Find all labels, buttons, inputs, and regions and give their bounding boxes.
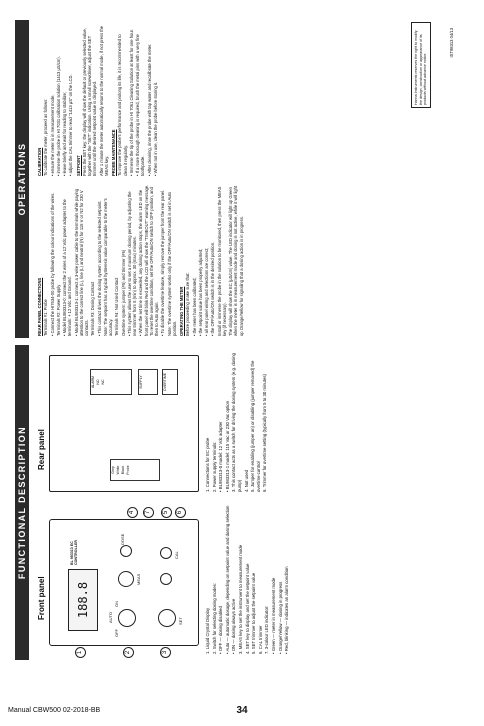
paragraph: • all rear panel wiring and selections are correct; — [204, 247, 209, 336]
paragraph: • This system allows the user to set a maximum dosing period, by adjusting the rear trimmer from 5 (min) to approx. 30 (max) minutes. — [126, 191, 137, 336]
operations-text-right — [35, 24, 159, 176]
rear-panel-list — [205, 350, 269, 492]
auto-label: AUTO — [108, 611, 113, 623]
rear-item: 6. Trimmer for overtime setting (typically from 5 to 30 minutes) — [262, 374, 268, 492]
paragraph: Before proceeding make sure that: — [185, 272, 191, 336]
terminal-grey: Grey — [111, 466, 115, 474]
paragraph: Terminals #3: Dosing Contact — [90, 281, 96, 336]
rear-item: • BL983313-1 model: 115 Vac or 230 Vac option — [224, 400, 230, 492]
rear-item: 3. This contact acts as a switch for driving the dosing system (e.g. dosing pump) — [231, 353, 242, 492]
rear-item: 5. Jumper for enabling (jumper on) or disabling (jumper removed) the overtime control — [250, 360, 261, 492]
front-item: 6. CAL trimmer — [257, 625, 263, 654]
paragraph: Note: The setpoint has a typical hysteresis value comparable to the meter's accuracy. — [102, 198, 113, 336]
front-item: • ON — dosing always active — [231, 598, 237, 654]
paragraph: Note: The overtime system works only if the OFF/Auto/ON switch is set in Auto position. — [166, 192, 177, 336]
rear-item: 4. Not used — [243, 470, 249, 492]
paragraph: • After cleaning, rinse the probe with tap water and recalibrate the meter. — [146, 43, 152, 176]
paragraph: Install or immerse the probe in the solution to be monitored, then press the MEAS key (if necessary). — [216, 186, 227, 336]
callout-3: 3 — [160, 647, 171, 658]
paragraph: The display will show the EC (µS/cm) value. The LED indicator will light up Green when the meter is in measurement mode and dosing is not active, while it will light up Orange/Yellow for signaling that a dosing action is in progress. — [228, 185, 244, 336]
paragraph: • Immerse the tip of the probe in HI 7061 Cleaning Solution at least for one hour. — [128, 29, 134, 176]
section-heading: REAR PANEL CONNECTIONS — [37, 277, 42, 336]
paragraph: • If a more thorough cleaning is required, brush the metal pins with a very fine toothpaste. — [135, 34, 146, 176]
terminal-white: White — [116, 465, 120, 475]
terminal-no: NO — [96, 379, 100, 385]
section-heading: OPERATING THE METER — [179, 286, 184, 336]
paragraph: • To disable the overtime feature, simply remove the jumper from the rear panel. — [160, 189, 166, 336]
rear-item: 1. Connections for EC probe — [205, 437, 210, 492]
front-item: • OFF — dosing disabled — [218, 606, 224, 654]
paragraph: • the OFF/Auto/ON switch is in the desired position. — [210, 241, 216, 336]
callout-2: 2 — [123, 647, 134, 658]
paragraph: Press the SET key: the display will show the default or previously selected value, together with the "SET" indication. Using a small screwdriver, adjust the SET trimmer until the desired setpoint value is displayed. — [81, 28, 98, 176]
paragraph: • ensure the meter is in measurement mode. — [49, 94, 55, 176]
led-indicator — [120, 545, 132, 557]
functional-description-column — [15, 345, 470, 660]
probe-terminal-block — [110, 459, 160, 481]
paragraph: To improve the probe's performance and prolong its life, it is recommended to clean it regularly. — [117, 34, 128, 176]
front-item: • Orange/Yellow — dosing in progress — [277, 581, 283, 654]
set-key[interactable] — [158, 609, 176, 627]
front-panel-label: Front panel — [37, 576, 46, 620]
callout-7: 7 — [143, 507, 154, 518]
front-item: 7. 3-colour LED indicator: — [264, 605, 270, 654]
rear-item: • BL983313-0 model: 12 Vdc adapter — [218, 421, 224, 492]
dosing-mode-switch[interactable] — [118, 609, 136, 627]
paragraph: • Connect the HI7634-00 probe by following the colour indications of the wires. — [49, 192, 55, 336]
meas-label: MEAS — [136, 573, 141, 585]
landscape-sheet — [15, 20, 470, 660]
meas-key[interactable] — [118, 571, 134, 587]
terminal-supply: SUPPLY — [139, 375, 143, 389]
paragraph: Terminals #1: Probe — [43, 299, 49, 336]
paragraph: • Model BL983313-0: connect the 2 wires of a 12 Vdc power adapter to the terminals: + 12 Vdc and Ground. — [62, 199, 73, 336]
paragraph: Terminals #4: Not Used Contact — [114, 277, 120, 336]
paragraph: To calibrate the meter, proceed as follows: — [43, 98, 49, 176]
page-number: 34 — [236, 705, 248, 716]
functional-title: FUNCTIONAL DESCRIPTION — [15, 345, 29, 660]
terminal-probe: Probe — [126, 465, 130, 475]
document-code: IST98313 04/13 — [449, 28, 454, 58]
paragraph: • the meter has been calibrated; — [191, 277, 197, 336]
paragraph: • adjust the CAL trimmer to read "1413 µS" on the LCD. — [68, 74, 74, 176]
notice-box — [411, 22, 431, 108]
terminal-nc: NC — [101, 379, 105, 385]
rear-panel-device — [49, 355, 199, 492]
front-item: 3. MEAS key to set the instrument to measurement mode — [237, 544, 243, 654]
rear-item: 2. Power supply terminals: — [211, 441, 217, 492]
paragraph: • Model BL983313-1: connect a 3-wire power cable to the terminals while paying attention to the correct line (L), line (L) and neutral (N) for 115 V or N2 for 230 V contacts. — [73, 188, 89, 336]
paragraph: • leave briefly and wait for reading to stabilize; — [62, 91, 67, 176]
paragraph: • immerse the probe in HI 7031 calibration solution (1413 µS/cm). — [55, 56, 61, 176]
section-heading: PROBE MAINTENANCE — [111, 129, 116, 176]
paragraph: • When not in use, clean the probe before storing it. — [152, 81, 158, 176]
rear-panel-label: Rear panel — [37, 429, 46, 470]
paragraph: After 1 minute the meter automatically returns to the normal mode, if not press the MEAS key. — [98, 25, 109, 176]
front-panel-list — [205, 504, 291, 654]
front-item: 2. Switch for selecting dosing modes: — [211, 583, 217, 654]
front-item: 1. Liquid Crystal Display — [205, 607, 210, 654]
front-item: 4. SET key to display and set the setpoint value — [244, 563, 250, 654]
off-label: OFF — [114, 629, 119, 637]
overtime-jumper[interactable] — [162, 369, 178, 395]
paragraph: • This contact drives the dosing system according to the selected setpoint. — [96, 200, 102, 336]
cal-trimmer[interactable] — [160, 547, 172, 559]
terminal-alarm: ALARM — [91, 375, 95, 389]
front-item: 5. SET trimmer to adjust the setpoint value — [251, 572, 257, 654]
cal-label: CAL — [174, 551, 179, 559]
supply-terminal-block — [138, 369, 158, 395]
operations-column — [15, 20, 470, 338]
paragraph: Terminals #2: Power Supply — [55, 284, 61, 336]
device-name-label: BL 983313 EC CONTROLLER — [70, 540, 78, 565]
terminal-black: Black — [121, 465, 125, 475]
callout-6: 6 — [175, 507, 186, 518]
front-panel-device — [49, 519, 199, 646]
front-item: • Green — meter in measurement mode — [270, 577, 276, 654]
callout-4: 4 — [127, 507, 138, 518]
paragraph: • the setpoint value has been properly adjusted; — [197, 248, 203, 336]
front-item: • Auto — automatic dosage, depending on setpoint value and dosing selection — [224, 505, 230, 654]
callout-5: 5 — [161, 507, 172, 518]
section-heading: CALIBRATION — [37, 147, 42, 176]
footer-manual-id: Manual CBW500 02-2018-BB — [8, 707, 101, 714]
notice-text: Hanna Instruments reserves the right to modify the design, construction or appearance of its products without advance notice. — [414, 30, 428, 105]
set-trimmer[interactable] — [160, 573, 172, 585]
terminal-overtime: OVERTIME — [163, 372, 167, 392]
lcd-display: 188.8 — [68, 569, 98, 631]
paragraph: • When the set time is exceeded, any dosing action stops, the alarm LED on the front panel will blink Red and the LCD will show the "TIMEOUT" warning message. To reset the overtime condition, set the OFF/Auto/ON switch to OFF position, and then to Auto again. — [138, 184, 159, 336]
on-label: ON — [114, 601, 119, 607]
relay-terminal-block — [90, 369, 132, 395]
callout-1: 1 — [75, 647, 86, 658]
paragraph: Overtime system: jumper (#5) and trimmer (#6) — [120, 249, 126, 336]
section-heading: SETPOINT — [75, 155, 81, 176]
dose-label: DOSE — [120, 533, 125, 545]
rotated-content — [15, 20, 475, 660]
front-item: • Red, blinking — indicates an alarm condition — [284, 566, 290, 654]
set-label: SET — [178, 617, 183, 625]
operations-title: OPERATIONS — [15, 20, 29, 338]
operations-text-left — [35, 184, 245, 336]
